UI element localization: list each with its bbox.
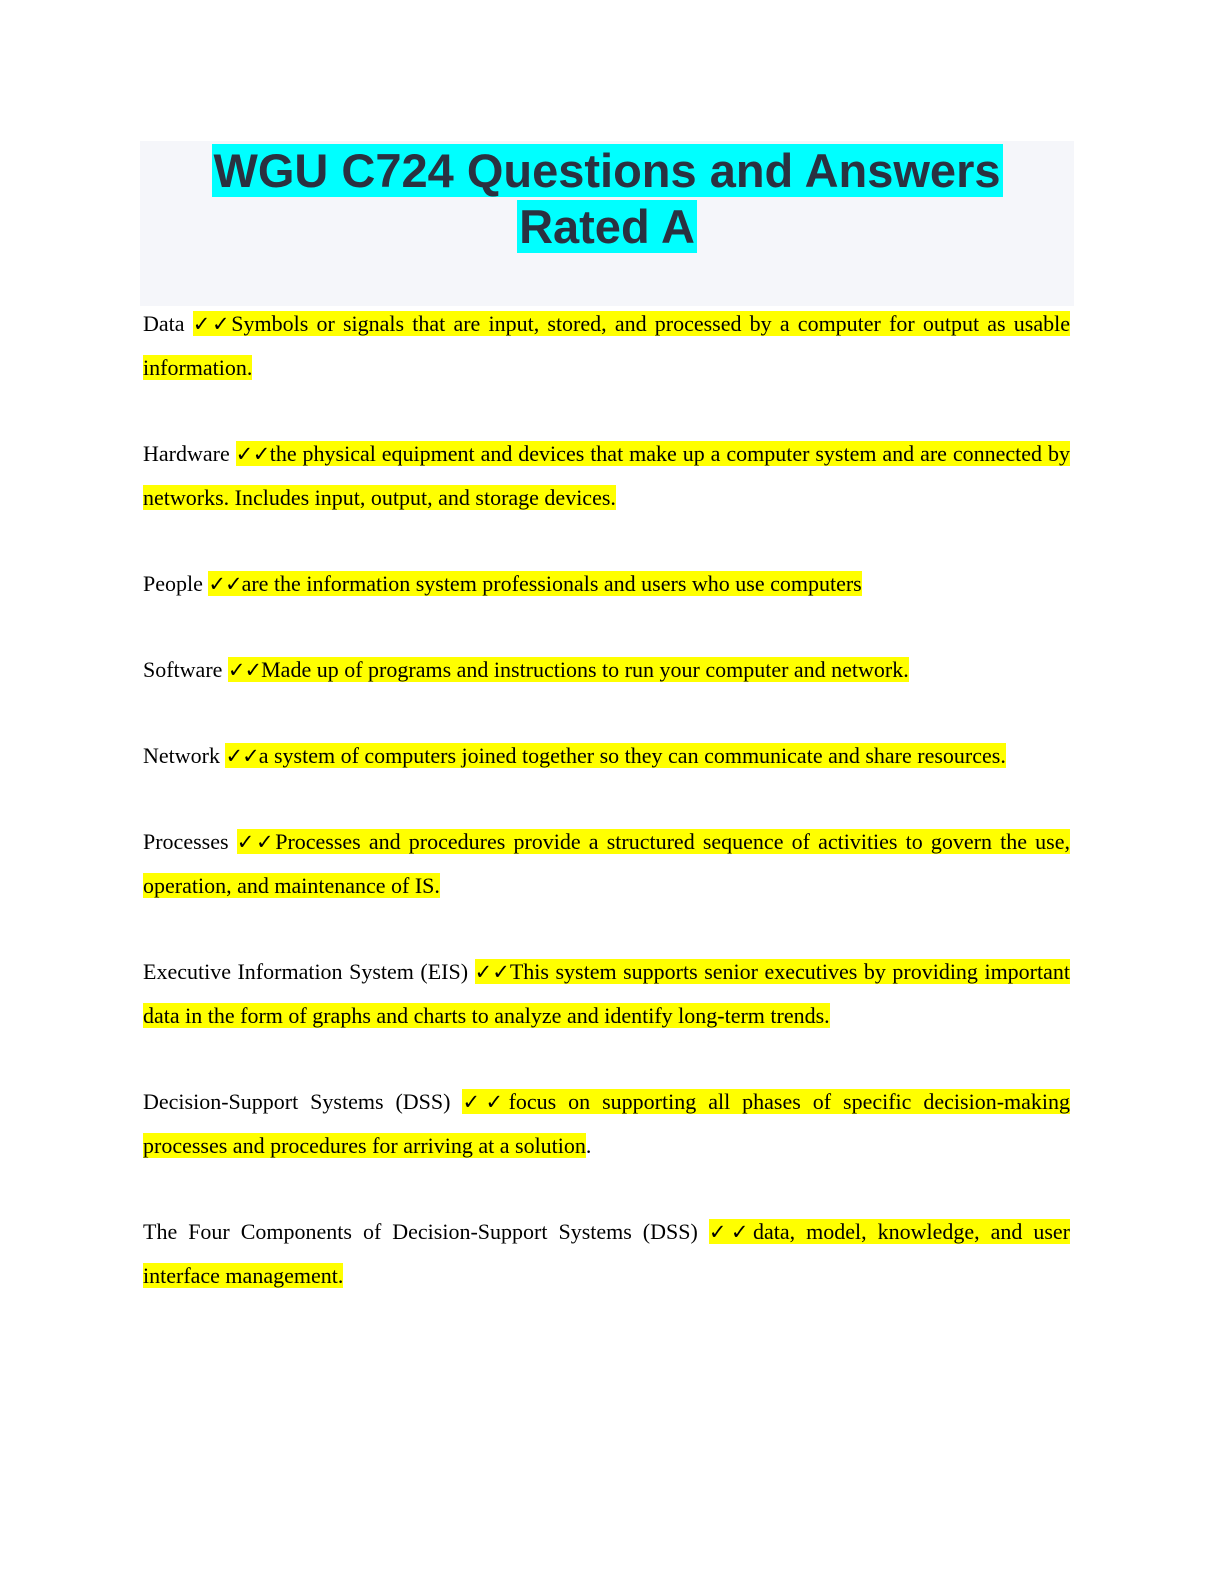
qa-trailing-punctuation: . [585, 1133, 592, 1158]
qa-term: Hardware [143, 441, 230, 466]
qa-answer: are the information system professionals and users who use computers [241, 571, 862, 596]
qa-item-hardware [143, 432, 1070, 520]
title-highlight-2: Rated A [519, 200, 695, 253]
check-mark-icon: ✓✓ [227, 658, 262, 682]
check-mark-icon: ✓✓ [225, 744, 259, 768]
qa-term: The Four Components of Decision-Support Systems (DSS) [143, 1219, 698, 1244]
qa-answer: Made up of programs and instructions to run your computer and network. [261, 657, 909, 682]
qa-answer: Processes and procedures provide a structured sequence of activities to govern the use, operation, and maintenance of IS. [143, 829, 1070, 898]
qa-answer-highlight [143, 441, 1070, 510]
title-highlight-1: WGU C724 Questions and Answers [213, 144, 1001, 197]
qa-answer-highlight [208, 571, 861, 596]
qa-item-eis [143, 950, 1070, 1038]
qa-term: Data [143, 311, 185, 336]
check-mark-icon: ✓✓ [192, 312, 232, 336]
check-mark-icon: ✓✓ [208, 572, 242, 596]
qa-answer-highlight [225, 743, 1005, 768]
qa-item-software [143, 648, 1070, 692]
qa-answer: Symbols or signals that are input, stored, and processed by a computer for output as usable information. [143, 311, 1071, 380]
check-mark-icon: ✓✓ [236, 830, 276, 854]
qa-item-people [143, 562, 1070, 606]
page-title-line-2 [140, 199, 1074, 255]
qa-term: Processes [143, 829, 229, 854]
qa-answer: focus on supporting all phases of specific decision-making processes and procedures for arriving at a solution [143, 1089, 1071, 1158]
qa-answer: data, model, knowledge, and user interface management. [143, 1219, 1071, 1288]
qa-item-processes [143, 820, 1070, 908]
qa-item-dss [143, 1080, 1070, 1168]
qa-answer: This system supports senior executives by providing important data in the form of graphs and charts to analyze and identify long-term trends. [143, 959, 1070, 1028]
qa-answer-highlight [228, 657, 909, 682]
page-title-line-1 [140, 143, 1074, 199]
qa-term: Software [143, 657, 223, 682]
qa-answer: a system of computers joined together so they can communicate and share resources. [258, 743, 1006, 768]
check-mark-icon: ✓✓ [708, 1220, 753, 1244]
qa-term: Decision-Support Systems (DSS) [143, 1089, 451, 1114]
qa-answer-highlight [143, 311, 1070, 380]
qa-answer: the physical equipment and devices that make up a computer system and are connected by networks. Includes input, output, and storage devices. [143, 441, 1070, 510]
qa-item-data [143, 302, 1070, 390]
title-block [140, 141, 1074, 306]
qa-term: People [143, 571, 203, 596]
qa-item-dss-components [143, 1210, 1070, 1298]
qa-list [143, 302, 1070, 1340]
qa-term: Executive Information System (EIS) [143, 959, 469, 984]
check-mark-icon: ✓✓ [462, 1090, 509, 1114]
qa-term: Network [143, 743, 220, 768]
check-mark-icon: ✓✓ [474, 960, 510, 984]
check-mark-icon: ✓✓ [235, 442, 270, 466]
qa-answer-highlight [143, 829, 1070, 898]
qa-item-network [143, 734, 1070, 778]
